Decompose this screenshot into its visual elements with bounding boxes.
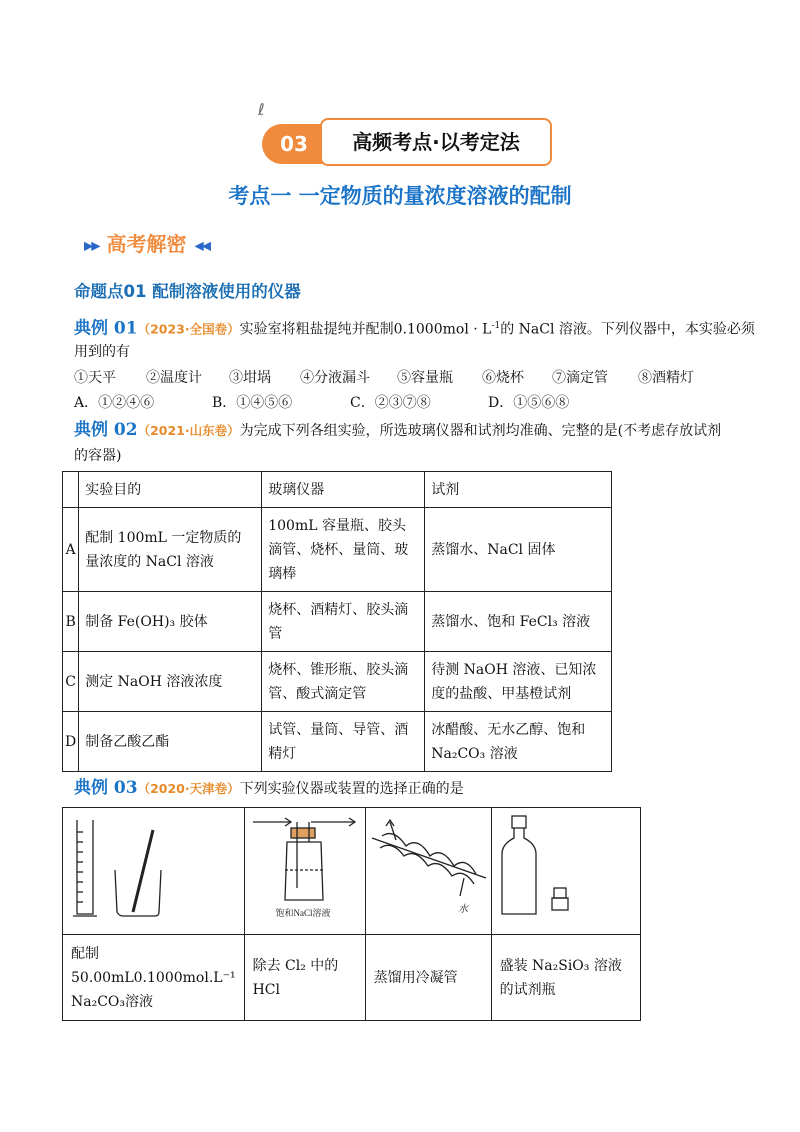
ex2-table xyxy=(62,471,612,772)
ex3-label: 典例 03 xyxy=(74,778,138,798)
row-reagent: 蒸馏水、NaCl 固体 xyxy=(425,508,612,592)
ex1-option-b: B．①④⑤⑥ xyxy=(212,395,293,411)
gaokao-title: 高考解密 xyxy=(106,232,187,256)
row-goal: 测定 NaOH 溶液浓度 xyxy=(79,652,262,712)
banner-number: 03 xyxy=(280,132,308,156)
ex1-text1: 实验室将粗盐提纯并配制 xyxy=(239,321,394,338)
ex1-item: ⑤容量瓶 xyxy=(397,370,453,386)
figure-row xyxy=(63,808,641,935)
caption-cell: 除去 Cl₂ 中的 HCl xyxy=(244,935,365,1021)
gas-washing-bottle-icon xyxy=(245,808,365,926)
row-glass: 100mL 容量瓶、胶头滴管、烧杯、量筒、玻璃棒 xyxy=(262,508,425,592)
row-key: A xyxy=(63,508,79,592)
ex1-item: ⑦滴定管 xyxy=(552,370,608,386)
table-header-cell: 玻璃仪器 xyxy=(262,472,425,508)
row-goal: 配制 100mL 一定物质的量浓度的 NaCl 溶液 xyxy=(79,508,262,592)
ex1-item: ①天平 xyxy=(74,370,116,386)
reagent-bottle-icon xyxy=(492,808,640,926)
ex1-sup: -1 xyxy=(491,321,501,331)
ex3-table xyxy=(62,807,641,1021)
caption-cell: 盛装 Na₂SiO₃ 溶液的试剂瓶 xyxy=(491,935,640,1021)
table-header-cell: 实验目的 xyxy=(79,472,262,508)
cylinder-beaker-icon xyxy=(63,808,223,926)
arrow-left-icon: ◀◀ xyxy=(194,238,209,253)
ex2-line2: 的容器) xyxy=(74,448,122,464)
ex1-text2: 的 NaCl 溶液。下列仪器中，本实验必须 xyxy=(500,321,755,338)
ex3-year: （2020·天津卷） xyxy=(137,781,240,796)
caption-cell: 配制 50.00mL0.1000mol.L⁻¹ Na₂CO₃溶液 xyxy=(63,935,245,1021)
ex3-line1 xyxy=(74,778,464,799)
table-header-cell: 试剂 xyxy=(425,472,612,508)
condenser-icon xyxy=(366,808,491,926)
ex2-line1 xyxy=(74,420,721,441)
table-row xyxy=(63,592,612,652)
row-goal: 制备乙酸乙酯 xyxy=(79,712,262,772)
ex1-item: ②温度计 xyxy=(146,370,202,386)
banner-label: 高频考点·以考定法 xyxy=(320,118,552,166)
ex1-item: ⑧酒精灯 xyxy=(638,370,694,386)
ex1-conc: 0.1000mol · L xyxy=(393,321,492,338)
section-title: 考点一 一定物质的量浓度溶液的配制 xyxy=(228,184,572,208)
ex1-year: （2023·全国卷） xyxy=(137,321,240,337)
caption-row xyxy=(63,935,641,1021)
table-row xyxy=(63,712,612,772)
row-glass: 烧杯、锥形瓶、胶头滴管、酸式滴定管 xyxy=(262,652,425,712)
ex1-option-c: C．②③⑦⑧ xyxy=(350,395,431,411)
ex1-options xyxy=(74,392,714,414)
figure-cylinder-beaker xyxy=(63,808,245,935)
row-key: B xyxy=(63,592,79,652)
gaokao-heading xyxy=(84,228,209,257)
caption-cell: 蒸馏用冷凝管 xyxy=(365,935,491,1021)
figure-reagent-bottle xyxy=(491,808,640,935)
ex1-item: ③坩埚 xyxy=(229,370,271,386)
ex1-item: ⑥烧杯 xyxy=(482,370,524,386)
row-glass: 烧杯、酒精灯、胶头滴管 xyxy=(262,592,425,652)
figure-condenser xyxy=(365,808,491,935)
subheading: 命题点01 配制溶液使用的仪器 xyxy=(74,282,301,301)
row-key: C xyxy=(63,652,79,712)
decor-curl-icon: ℓ xyxy=(258,100,265,119)
ex2-text1: 为完成下列各组实验，所选玻璃仪器和试剂均准确、完整的是(不考虑存放试剂 xyxy=(239,423,722,439)
figure-gas-washing-bottle xyxy=(244,808,365,935)
fig-wash-label: 饱和NaCl溶液 xyxy=(275,908,331,918)
row-reagent: 待测 NaOH 溶液、已知浓度的盐酸、甲基橙试剂 xyxy=(425,652,612,712)
ex3-text1: 下列实验仪器或装置的选择正确的是 xyxy=(239,781,464,797)
row-goal: 制备 Fe(OH)₃ 胶体 xyxy=(79,592,262,652)
ex1-label: 典例 01 xyxy=(74,318,138,339)
ex1-items xyxy=(74,367,714,389)
ex1-option-a: A．①②④⑥ xyxy=(74,395,155,411)
ex2-label: 典例 02 xyxy=(74,420,138,440)
row-glass: 试管、量筒、导管、酒精灯 xyxy=(262,712,425,772)
table-header-cell xyxy=(63,472,79,508)
fig-water-label: 水 xyxy=(457,904,468,915)
ex1-line1 xyxy=(74,316,755,340)
row-reagent: 蒸馏水、饱和 FeCl₃ 溶液 xyxy=(425,592,612,652)
table-row xyxy=(63,508,612,592)
row-key: D xyxy=(63,712,79,772)
table-row xyxy=(63,652,612,712)
ex2-year: （2021·山东卷） xyxy=(137,423,240,438)
row-reagent: 冰醋酸、无水乙醇、饱和 Na₂CO₃ 溶液 xyxy=(425,712,612,772)
ex1-option-d: D．①⑤⑥⑧ xyxy=(488,395,570,411)
arrow-right-icon: ▶▶ xyxy=(84,238,99,253)
ex1-item: ④分液漏斗 xyxy=(300,370,370,386)
ex1-line2: 用到的有 xyxy=(74,344,130,360)
table-header-row xyxy=(63,472,612,508)
section-banner xyxy=(258,100,544,168)
